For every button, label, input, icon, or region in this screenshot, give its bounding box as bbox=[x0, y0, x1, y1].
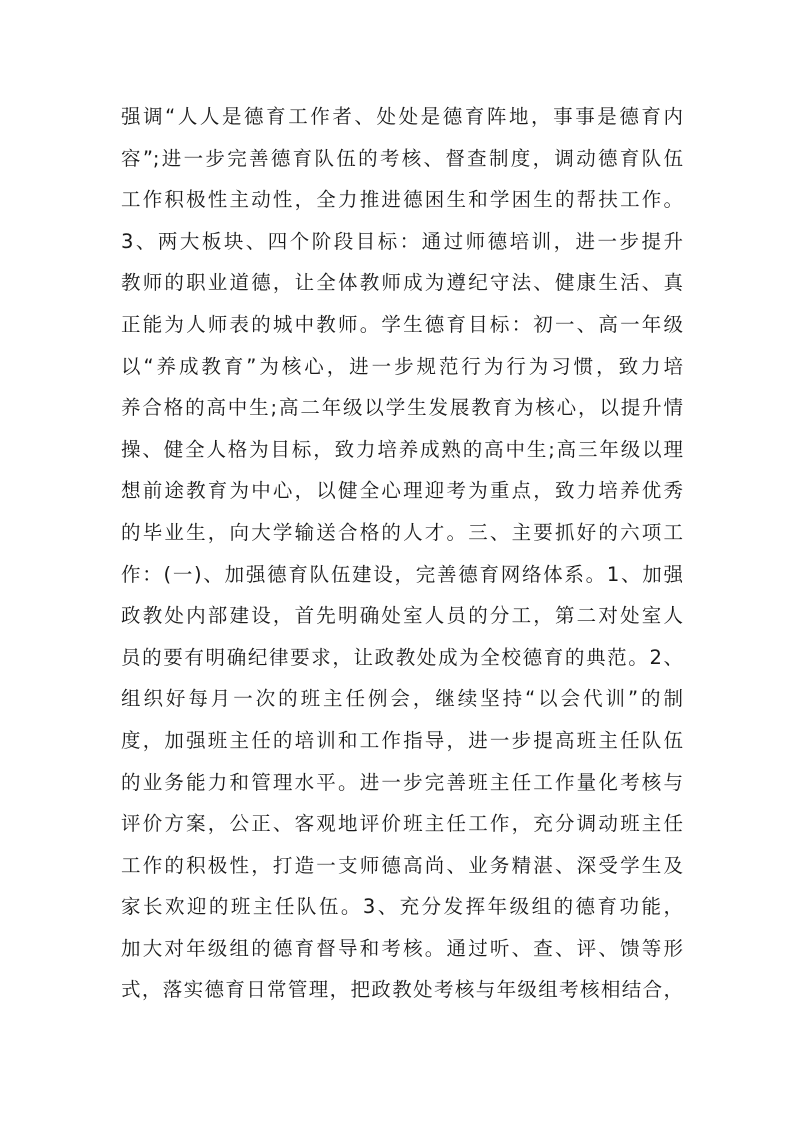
text-line: 作：(一)、加强德育队伍建设，完善德育网络体系。1、加强 bbox=[121, 562, 683, 586]
text-line: 教师的职业道德，让全体教师成为遵纪守法、健康生活、真 bbox=[121, 271, 683, 295]
text-line: 加大对年级组的德育督导和考核。通过听、查、评、馈等形 bbox=[121, 936, 683, 960]
text-line: 3、两大板块、四个阶段目标：通过师德培训，进一步提升 bbox=[121, 229, 683, 253]
text-line: 容”;进一步完善德育队伍的考核、督查制度，调动德育队伍 bbox=[121, 146, 683, 170]
document-body bbox=[121, 103, 683, 1018]
text-line: 以“养成教育”为核心，进一步规范行为行为习惯，致力培 bbox=[121, 354, 683, 378]
text-line: 操、健全人格为目标，致力培养成熟的高中生;高三年级以理 bbox=[121, 437, 683, 461]
text-line: 的业务能力和管理水平。进一步完善班主任工作量化考核与 bbox=[121, 770, 683, 794]
text-line: 政教处内部建设，首先明确处室人员的分工，第二对处室人 bbox=[121, 604, 683, 628]
text-line: 家长欢迎的班主任队伍。3、充分发挥年级组的德育功能， bbox=[121, 895, 683, 919]
text-line: 工作积极性主动性，全力推进德困生和学困生的帮扶工作。 bbox=[121, 188, 683, 212]
text-line: 工作的积极性，打造一支师德高尚、业务精湛、深受学生及 bbox=[121, 853, 683, 877]
text-line: 养合格的高中生;高二年级以学生发展教育为核心，以提升情 bbox=[121, 396, 683, 420]
text-line: 度，加强班主任的培训和工作指导，进一步提高班主任队伍 bbox=[121, 728, 683, 752]
text-line: 员的要有明确纪律要求，让政教处成为全校德育的典范。2、 bbox=[121, 645, 683, 669]
text-line: 正能为人师表的城中教师。学生德育目标：初一、高一年级 bbox=[121, 312, 683, 336]
text-line: 评价方案，公正、客观地评价班主任工作，充分调动班主任 bbox=[121, 812, 683, 836]
text-line: 强调“人人是德育工作者、处处是德育阵地，事事是德育内 bbox=[121, 105, 683, 128]
text-line: 想前途教育为中心，以健全心理迎考为重点，致力培养优秀 bbox=[121, 479, 683, 503]
text-line: 式，落实德育日常管理，把政教处考核与年级组考核相结合， bbox=[121, 978, 683, 1002]
text-line: 组织好每月一次的班主任例会，继续坚持“以会代训”的制 bbox=[121, 687, 683, 711]
text-line: 的毕业生，向大学输送合格的人才。三、主要抓好的六项工 bbox=[121, 520, 683, 544]
